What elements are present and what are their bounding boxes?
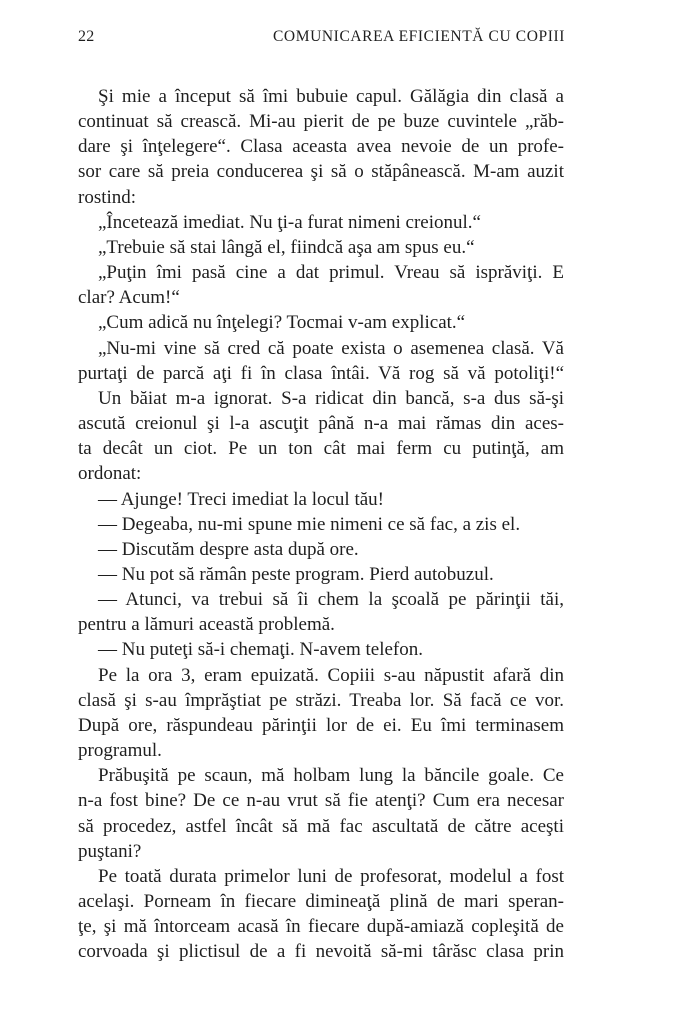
running-title: COMUNICAREA EFICIENTĂ CU COPIII [272,28,565,45]
text-line: — Discutăm despre asta după ore. [98,538,359,560]
body-text [78,84,564,964]
text-line: — Atunci, va trebui să îi chem la şcoală pe părinţii tăi, [98,589,564,611]
text-line: să procedez, astfel încât să mă fac ascultată de către aceşti [78,815,564,837]
text-line: clar? Acum!“ [78,287,180,309]
text-line: — Degeaba, nu-mi spune mie nimeni ce să fac, a zis el. [98,513,521,535]
page-number: 22 [78,28,95,45]
text-line: — Nu pot să rămân peste program. Pierd autobuzul. [98,563,494,585]
text-line: pentru a lămuri această problemă. [78,614,335,636]
text-line: sor care să preia conducerea şi să o stăpânească. M-am auzit [78,161,564,183]
text-line: acelaşi. Porneam în fiecare dimineaţă plină de mari speran- [78,891,564,912]
text-line: ascută creionul şi l-a ascuţit până n-a mai rămas din aces- [78,413,564,435]
text-line: programul. [78,740,162,762]
text-line: „Nu-mi vine să cred că poate exista o asemenea clasă. Vă [98,337,564,359]
text-line: continuat să crească. Mi-au pierit de pe buze cuvintele „răb- [78,111,564,133]
text-line: clasă şi s-au împrăştiat pe străzi. Treaba lor. Să facă ce vor. [78,689,564,711]
text-line: ta decât un ciot. Pe un ton cât mai ferm cu putinţă, am [78,438,564,460]
text-line: dare şi înţelegere“. Clasa aceasta avea nevoie de un profe- [78,136,564,158]
text-line: Şi mie a început să îmi bubuie capul. Gălăgia din clasă a [98,86,564,107]
text-line: — Ajunge! Treci imediat la locul tău! [98,488,385,510]
text-line: Prăbuşită pe scaun, mă holbam lung la băncile goale. Ce [98,765,564,787]
text-line: „Puţin îmi pasă cine a dat primul. Vreau să isprăviţi. E [98,262,564,284]
text-line: „Trebuie să stai lângă el, fiindcă aşa am spus eu.“ [98,236,475,258]
text-line: ţe, şi mă întorceam acasă în fiecare după-amiază copleşită de [78,916,564,938]
text-line: „Cum adică nu înţelegi? Tocmai v-am explicat.“ [98,312,466,334]
text-line: purtaţi de parcă aţi fi în clasa întâi. Vă rog să vă potoliţi!“ [78,362,564,384]
text-line: După ore, răspundeau părinţii lor de ei. Eu îmi terminasem [78,714,564,736]
running-header [78,28,565,46]
text-line: ordonat: [78,463,142,485]
text-line: — Nu puteţi să-i chemaţi. N-avem telefon. [98,639,424,661]
text-line: corvoada şi plictisul de a fi nevoită să-mi târăsc clasa prin [78,941,564,963]
text-line: Un băiat m-a ignorat. S-a ridicat din bancă, s-a dus să-şi [98,387,564,409]
text-line: „Încetează imediat. Nu ţi-a furat nimeni creionul.“ [98,211,481,233]
text-line: Pe la ora 3, eram epuizată. Copiii s-au năpustit afară din [98,664,564,686]
text-line: n-a fost bine? De ce n-au vrut să fie atenţi? Cum era necesar [78,790,564,812]
text-line: puştani? [78,840,142,862]
text-line: Pe toată durata primelor luni de profesorat, modelul a fost [98,865,564,887]
text-line: rostind: [78,186,137,208]
